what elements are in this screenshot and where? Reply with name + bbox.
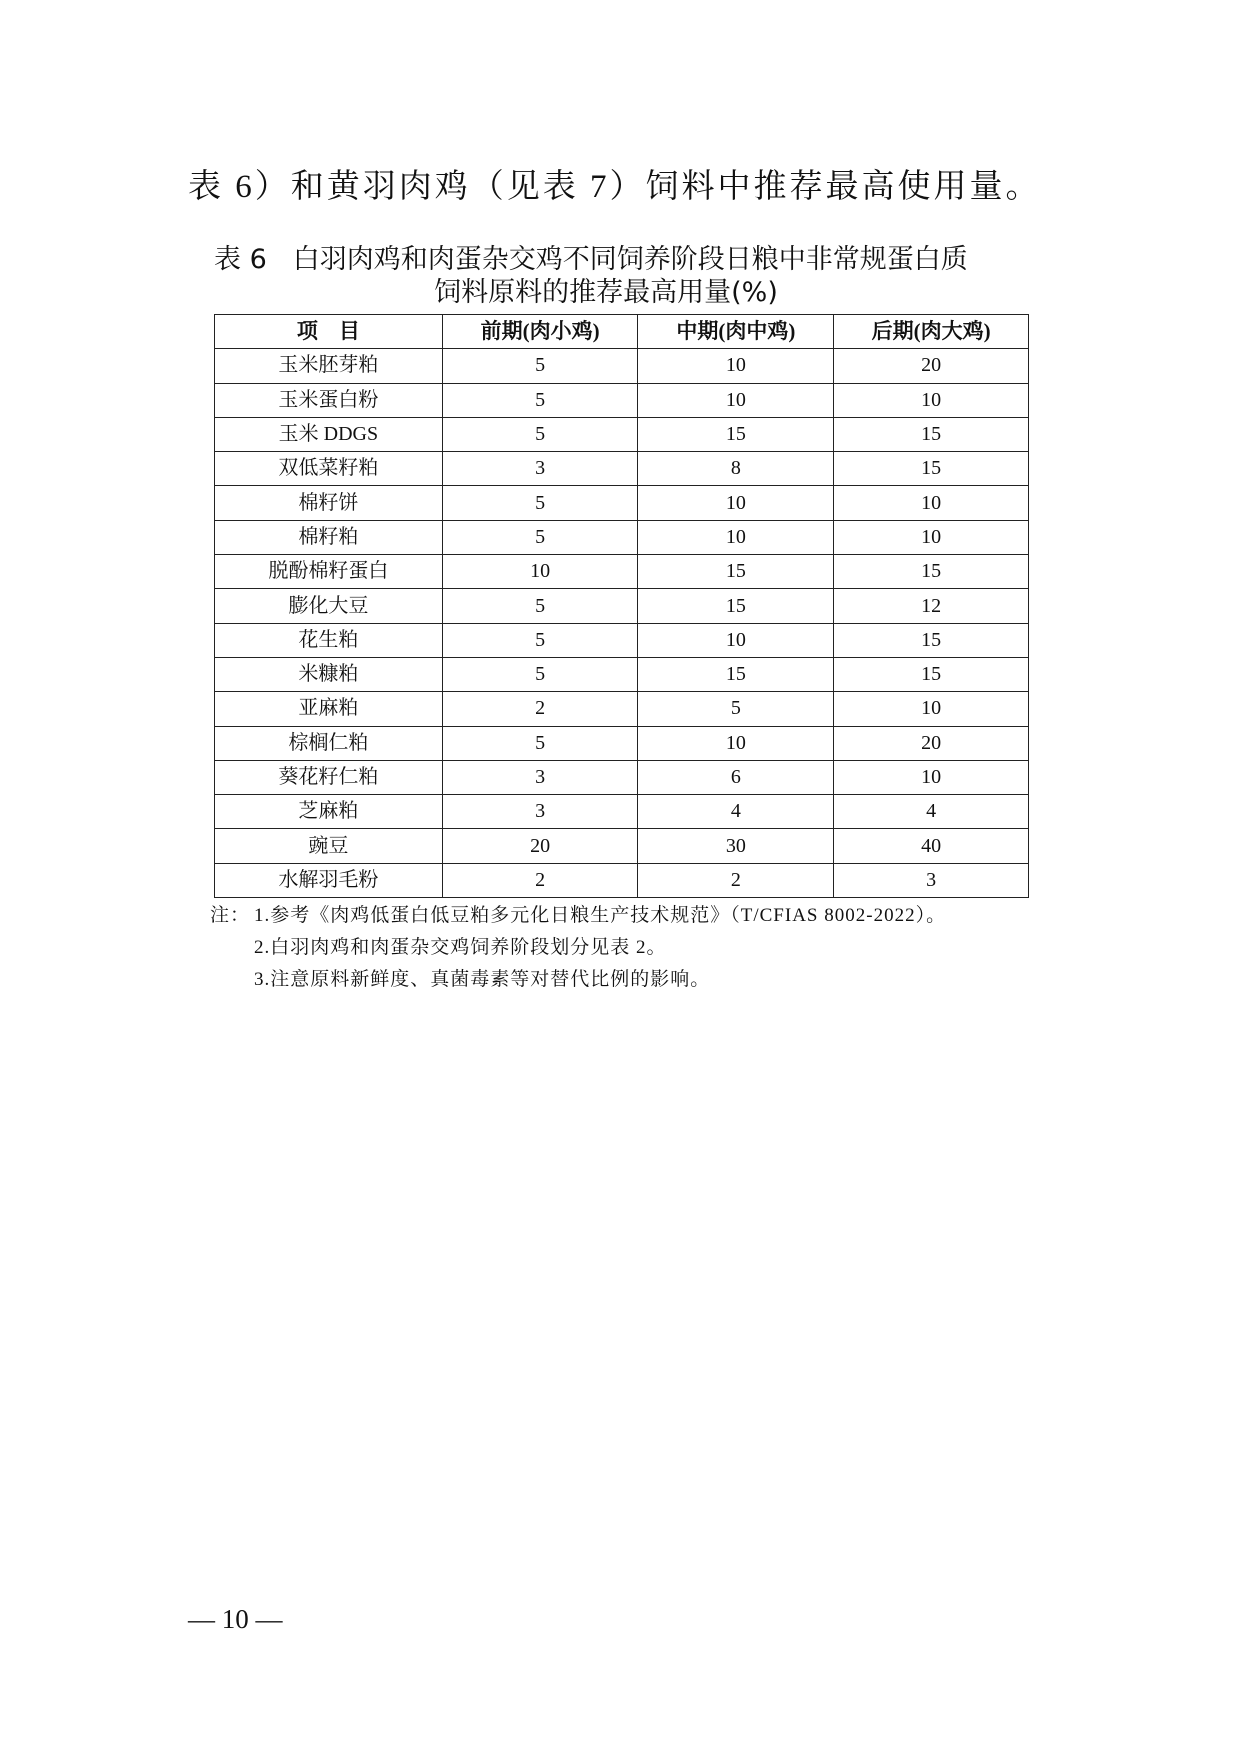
cell-early-stage: 10 [442, 555, 638, 589]
table-row [215, 589, 1029, 623]
cell-middle-stage: 2 [638, 863, 834, 897]
cell-middle-stage: 15 [638, 589, 834, 623]
cell-late-stage: 10 [834, 760, 1029, 794]
cell-late-stage: 4 [834, 795, 1029, 829]
cell-middle-stage: 15 [638, 657, 834, 691]
cell-middle-stage: 10 [638, 623, 834, 657]
cell-ingredient: 膨化大豆 [215, 589, 443, 623]
cell-middle-stage: 30 [638, 829, 834, 863]
cell-early-stage: 5 [442, 520, 638, 554]
table-caption [214, 243, 1034, 309]
cell-ingredient: 玉米 DDGS [215, 417, 443, 451]
cell-ingredient: 水解羽毛粉 [215, 863, 443, 897]
table-row [215, 417, 1029, 451]
cell-late-stage: 15 [834, 623, 1029, 657]
cell-ingredient: 玉米胚芽粕 [215, 349, 443, 383]
table-row [215, 829, 1029, 863]
cell-ingredient: 棉籽饼 [215, 486, 443, 520]
cell-ingredient: 亚麻粕 [215, 692, 443, 726]
cell-middle-stage: 8 [638, 452, 834, 486]
page-number: — 10 — [188, 1604, 283, 1634]
cell-early-stage: 3 [442, 452, 638, 486]
cell-early-stage: 20 [442, 829, 638, 863]
cell-ingredient: 脱酚棉籽蛋白 [215, 555, 443, 589]
cell-middle-stage: 10 [638, 486, 834, 520]
cell-early-stage: 5 [442, 726, 638, 760]
cell-ingredient: 双低菜籽粕 [215, 452, 443, 486]
cell-late-stage: 15 [834, 555, 1029, 589]
cell-early-stage: 3 [442, 795, 638, 829]
cell-early-stage: 5 [442, 383, 638, 417]
table-body [215, 349, 1029, 898]
cell-ingredient: 豌豆 [215, 829, 443, 863]
caption-line-2: 饲料原料的推荐最高用量(%) [434, 277, 778, 308]
cell-early-stage: 5 [442, 589, 638, 623]
cell-early-stage: 2 [442, 692, 638, 726]
table-row [215, 520, 1029, 554]
cell-ingredient: 棕榈仁粕 [215, 726, 443, 760]
note-3: 3.注意原料新鲜度、真菌毒素等对替代比例的影响。 [254, 969, 711, 990]
table-row [215, 383, 1029, 417]
cell-early-stage: 5 [442, 349, 638, 383]
cell-late-stage: 10 [834, 383, 1029, 417]
cell-late-stage: 40 [834, 829, 1029, 863]
cell-late-stage: 20 [834, 726, 1029, 760]
cell-early-stage: 5 [442, 657, 638, 691]
cell-late-stage: 10 [834, 520, 1029, 554]
cell-middle-stage: 10 [638, 520, 834, 554]
table-notes [210, 900, 946, 996]
cell-early-stage: 5 [442, 417, 638, 451]
note-2: 2.白羽肉鸡和肉蛋杂交鸡饲养阶段划分见表 2。 [254, 937, 667, 958]
cell-middle-stage: 15 [638, 555, 834, 589]
cell-ingredient: 玉米蛋白粉 [215, 383, 443, 417]
cell-late-stage: 15 [834, 657, 1029, 691]
cell-middle-stage: 5 [638, 692, 834, 726]
table-row [215, 863, 1029, 897]
cell-middle-stage: 15 [638, 417, 834, 451]
cell-early-stage: 3 [442, 760, 638, 794]
cell-late-stage: 10 [834, 692, 1029, 726]
table-row [215, 692, 1029, 726]
cell-late-stage: 12 [834, 589, 1029, 623]
cell-late-stage: 20 [834, 349, 1029, 383]
column-header-early-stage: 前期(肉小鸡) [442, 315, 638, 349]
intro-paragraph: 表 6）和黄羽肉鸡（见表 7）饲料中推荐最高使用量。 [188, 169, 1042, 205]
cell-ingredient: 芝麻粕 [215, 795, 443, 829]
table-header-row [215, 315, 1029, 349]
table-number: 表 6 [214, 244, 267, 275]
cell-middle-stage: 4 [638, 795, 834, 829]
cell-ingredient: 花生粕 [215, 623, 443, 657]
cell-middle-stage: 10 [638, 726, 834, 760]
cell-early-stage: 5 [442, 486, 638, 520]
cell-middle-stage: 10 [638, 383, 834, 417]
cell-middle-stage: 10 [638, 349, 834, 383]
feed-ingredient-table [214, 314, 1029, 898]
table-row [215, 795, 1029, 829]
table-row [215, 726, 1029, 760]
column-header-late-stage: 后期(肉大鸡) [834, 315, 1029, 349]
cell-late-stage: 10 [834, 486, 1029, 520]
cell-early-stage: 2 [442, 863, 638, 897]
note-row [210, 900, 946, 932]
cell-late-stage: 15 [834, 417, 1029, 451]
cell-late-stage: 3 [834, 863, 1029, 897]
note-prefix: 注： [210, 905, 251, 926]
table-row [215, 486, 1029, 520]
cell-ingredient: 米糠粕 [215, 657, 443, 691]
cell-early-stage: 5 [442, 623, 638, 657]
table-row [215, 349, 1029, 383]
note-1: 1.参考《肉鸡低蛋白低豆粕多元化日粮生产技术规范》（T/CFIAS 8002-2022）。 [254, 905, 947, 926]
caption-title-part-1: 白羽肉鸡和肉蛋杂交鸡不同饲养阶段日粮中非常规蛋白质 [292, 244, 968, 275]
column-header-middle-stage: 中期(肉中鸡) [638, 315, 834, 349]
column-header-item: 项 目 [215, 315, 443, 349]
cell-ingredient: 葵花籽仁粕 [215, 760, 443, 794]
table-row [215, 760, 1029, 794]
cell-middle-stage: 6 [638, 760, 834, 794]
cell-late-stage: 15 [834, 452, 1029, 486]
table-row [215, 657, 1029, 691]
table-row [215, 452, 1029, 486]
table-row [215, 623, 1029, 657]
cell-ingredient: 棉籽粕 [215, 520, 443, 554]
caption-line-1 [214, 243, 1034, 276]
table-row [215, 555, 1029, 589]
